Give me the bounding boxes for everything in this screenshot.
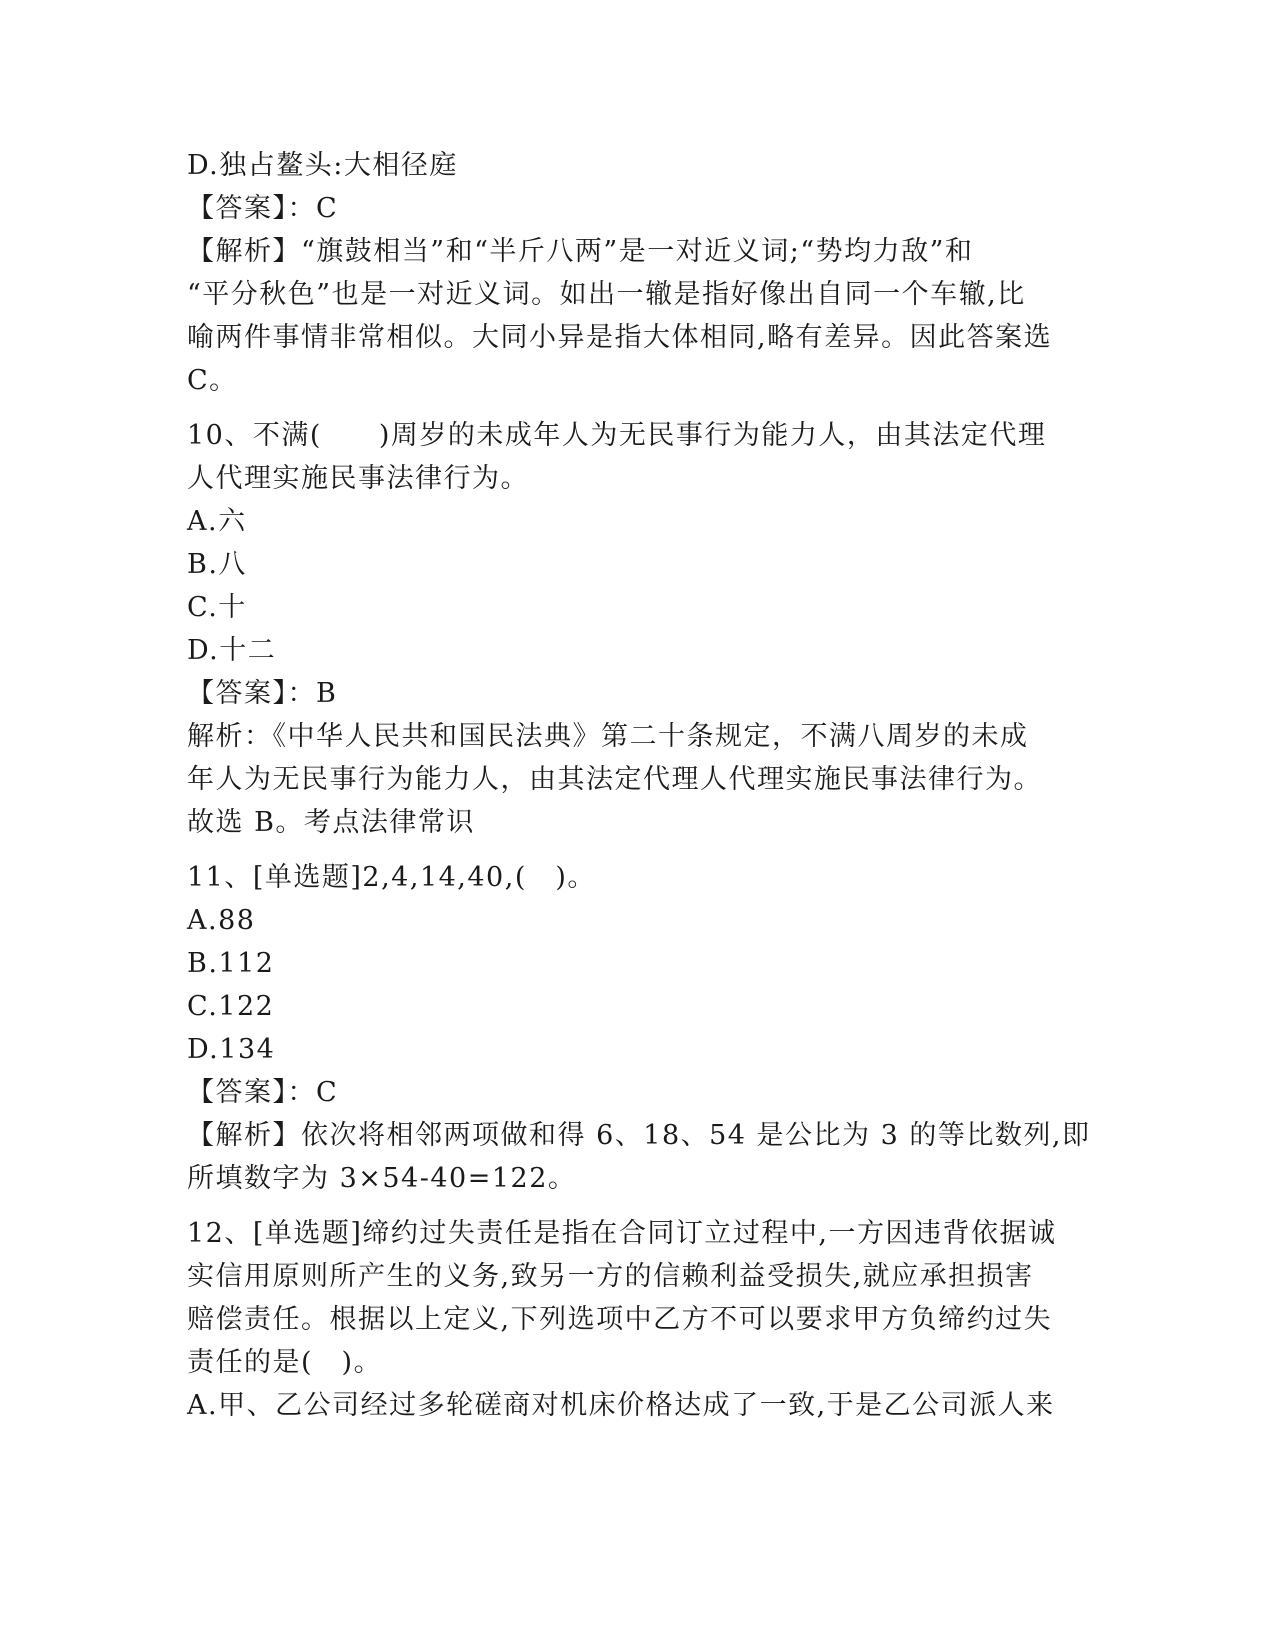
- option-a: A.甲、乙公司经过多轮磋商对机床价格达成了一致,于是乙公司派人来: [187, 1390, 1055, 1421]
- question-stem: 11、[单选题]2,4,14,40,( )。: [187, 862, 596, 893]
- answer: 【答案】：C: [187, 1077, 339, 1108]
- option-a: A.88: [187, 905, 256, 936]
- question-stem: 责任的是( )。: [187, 1347, 383, 1378]
- question-stem: 10、不满( )周岁的未成年人为无民事行为能力人，由其法定代理: [187, 420, 1047, 451]
- analysis-line: 【解析】依次将相邻两项做和得 6、18、54 是公比为 3 的等比数列,即: [187, 1120, 1091, 1151]
- question-10: [187, 414, 1087, 844]
- analysis-line: 所填数字为 3×54-40=122。: [187, 1163, 577, 1194]
- question-stem: 赔偿责任。根据以上定义,下列选项中乙方不可以要求甲方负缔约过失: [187, 1304, 1053, 1335]
- option-c: C.122: [187, 991, 275, 1022]
- analysis-line: 【解析】“旗鼓相当”和“半斤八两”是一对近义词;“势均力敌”和: [187, 236, 974, 267]
- option-c: C.十: [187, 592, 247, 623]
- analysis-line: 年人为无民事行为能力人，由其法定代理人代理实施民事法律行为。: [187, 764, 1042, 795]
- analysis-line: C。: [187, 365, 238, 396]
- option-d: D.134: [187, 1034, 276, 1065]
- analysis-line: 解析：《中华人民共和国民法典》第二十条规定，不满八周岁的未成: [187, 721, 1029, 752]
- document-page: [187, 144, 1091, 1427]
- analysis-line: 故选 B。考点法律常识: [187, 807, 475, 838]
- question-stem: 人代理实施民事法律行为。: [187, 463, 529, 494]
- question-12: [187, 1212, 1087, 1427]
- answer: 【答案】：B: [187, 678, 338, 709]
- option-b: B.112: [187, 948, 275, 979]
- option-a: A.六: [187, 506, 247, 537]
- question-stem: 实信用原则所产生的义务,致另一方的信赖利益受损失,就应承担损害: [187, 1261, 1034, 1292]
- question-11: [187, 856, 1091, 1200]
- analysis-line: “平分秋色”也是一对近义词。如出一辙是指好像出自同一个车辙,比: [187, 279, 1026, 310]
- option-d: D.独占鳌头:大相径庭: [187, 150, 458, 181]
- question-stem: 12、[单选题]缔约过失责任是指在合同订立过程中,一方因违背依据诚: [187, 1218, 1057, 1249]
- analysis-line: 喻两件事情非常相似。大同小异是指大体相同,略有差异。因此答案选: [187, 322, 1053, 353]
- answer: 【答案】：C: [187, 193, 339, 224]
- question-9-tail: [187, 144, 1087, 402]
- option-d: D.十二: [187, 635, 277, 666]
- option-b: B.八: [187, 549, 247, 580]
